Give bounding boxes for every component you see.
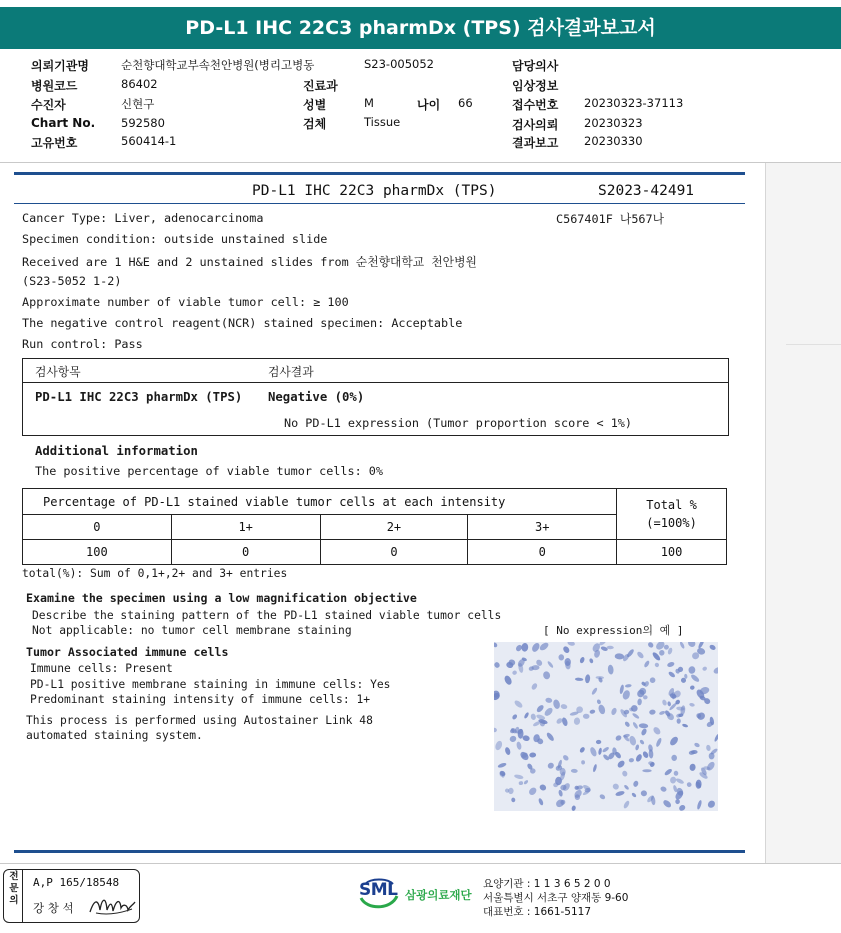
stamp-vertical-text — [7, 871, 21, 907]
receipt-value: 20230323-37113 — [584, 96, 684, 110]
total-header-line2: (=100%) — [646, 516, 697, 530]
intensity-col-0: 0 — [23, 515, 172, 540]
request-value: 20230323 — [584, 116, 643, 130]
slide-id: (S23-5052 1-2) — [22, 274, 122, 288]
result-col-item-header: 검사항목 — [35, 365, 81, 379]
intensity-table — [22, 488, 727, 565]
specimen-value: Tissue — [364, 115, 401, 129]
hospital-code-label: 병원코드 — [31, 79, 78, 93]
clinical-label: 임상정보 — [512, 79, 559, 93]
chart-label: Chart No. — [31, 116, 96, 130]
sml-logo-text: SML — [359, 880, 398, 900]
viewer-gutter — [765, 163, 841, 863]
chart-value: 592580 — [121, 116, 165, 130]
specimen-condition: Specimen condition: outside unstained slide — [22, 232, 328, 246]
ward-value: S23-005052 — [364, 57, 434, 71]
intensity-total-value: 100 — [617, 540, 727, 565]
cancer-type: Cancer Type: Liver, adenocarcinoma — [22, 211, 264, 225]
institution-value: 순천향대학교부속천안병원(병리고병동 — [121, 58, 315, 72]
intensity-value-0: 100 — [23, 540, 172, 565]
result-box-divider — [22, 382, 729, 383]
examine-line-2: Not applicable: no tumor cell membrane staining — [32, 624, 352, 637]
additional-title: Additional information — [35, 444, 198, 458]
age-value: 66 — [458, 96, 473, 110]
doc-number: S2023-42491 — [598, 183, 695, 199]
tumor-line-3: Predominant staining intensity of immune cells: 1+ — [30, 693, 371, 706]
stamp-divider — [22, 869, 23, 923]
stamp-vertical-label: 전 문 의 — [9, 871, 19, 906]
intensity-value-1plus: 0 — [171, 540, 320, 565]
tumor-line-1: Immune cells: Present — [30, 662, 173, 675]
viable-tumor-count: Approximate number of viable tumor cell: ≥ 100 — [22, 295, 349, 309]
signature-image — [88, 892, 136, 918]
company-phone: 대표번호 : 1661-5117 — [483, 906, 592, 918]
process-line-2: automated staining system. — [26, 729, 203, 742]
viewer-gutter-mark — [786, 344, 841, 345]
total-note: total(%): Sum of 0,1+,2+ and 3+ entries — [22, 567, 288, 580]
intensity-total-header — [617, 489, 727, 540]
company-address: 서울특별시 서초구 양재동 9-60 — [483, 892, 629, 904]
total-header-line1: Total % — [646, 498, 697, 512]
specimen-label: 검체 — [303, 117, 327, 131]
run-control: Run control: Pass — [22, 337, 143, 351]
company-name: 삼광의료재단 — [405, 888, 472, 902]
viewer-gutter-edge — [765, 163, 766, 863]
result-col-result-header: 검사결과 — [268, 365, 314, 379]
title-rule — [14, 203, 745, 204]
ncr-line: The negative control reagent(NCR) stained specimen: Acceptable — [22, 316, 463, 330]
intensity-col-2plus: 2+ — [320, 515, 468, 540]
doctor-label: 담당의사 — [512, 59, 559, 73]
unique-label: 고유번호 — [31, 136, 78, 150]
process-line-1: This process is performed using Autostainer Link 48 — [26, 714, 373, 727]
result-value: Negative (0%) — [268, 390, 365, 404]
report-title: PD-L1 IHC 22C3 pharmDx (TPS) 검사결과보고서 — [0, 7, 841, 49]
hospital-code-value: 86402 — [121, 77, 158, 91]
intensity-col-1plus: 1+ — [171, 515, 320, 540]
received-line: Received are 1 H&E and 2 unstained slides from 순천향대학교 천안병원 — [22, 255, 477, 269]
footer-divider — [0, 863, 841, 864]
additional-text: The positive percentage of viable tumor cells: 0% — [35, 464, 384, 478]
doc-title: PD-L1 IHC 22C3 pharmDx (TPS) — [252, 183, 497, 199]
patient-label: 수진자 — [31, 98, 66, 112]
receipt-label: 접수번호 — [512, 98, 559, 112]
result-item: PD-L1 IHC 22C3 pharmDx (TPS) — [35, 390, 243, 404]
patient-value: 신현구 — [121, 97, 155, 111]
report-value: 20230330 — [584, 134, 643, 148]
tumor-title: Tumor Associated immune cells — [26, 645, 229, 659]
intensity-col-3plus: 3+ — [468, 515, 617, 540]
agency-number: 요양기관 : 1 1 3 6 5 2 0 0 — [483, 878, 611, 890]
report-label: 결과보고 — [512, 136, 559, 150]
intensity-value-2plus: 0 — [320, 540, 468, 565]
dept-label: 진료과 — [303, 79, 338, 93]
tumor-line-2: PD-L1 positive membrane staining in immune cells: Yes — [30, 678, 391, 691]
intensity-value-3plus: 0 — [468, 540, 617, 565]
cell-nucleus — [642, 769, 651, 772]
request-label: 검사의뢰 — [512, 118, 559, 132]
examine-line-1: Describe the staining pattern of the PD-L1 stained viable tumor cells — [32, 609, 502, 622]
sex-value: M — [364, 96, 374, 110]
bottom-rule — [14, 850, 745, 853]
ap-number: A,P 165/18548 — [33, 876, 120, 889]
age-label: 나이 — [417, 98, 441, 112]
code-ref: C567401F 나567나 — [556, 212, 665, 226]
sex-label: 성별 — [303, 98, 327, 112]
intensity-table-header: Percentage of PD-L1 stained viable tumor cells at each intensity — [23, 489, 617, 515]
result-detail: No PD-L1 expression (Tumor proportion score < 1%) — [284, 416, 633, 430]
pathologist-name: 강 창 석 — [33, 901, 74, 915]
tissue-micrograph — [494, 642, 718, 811]
institution-label: 의뢰기관명 — [31, 59, 89, 73]
unique-value: 560414-1 — [121, 134, 177, 148]
image-caption: [ No expression의 예 ] — [543, 624, 684, 637]
top-rule — [14, 172, 745, 175]
examine-title: Examine the specimen using a low magnification objective — [26, 591, 417, 605]
